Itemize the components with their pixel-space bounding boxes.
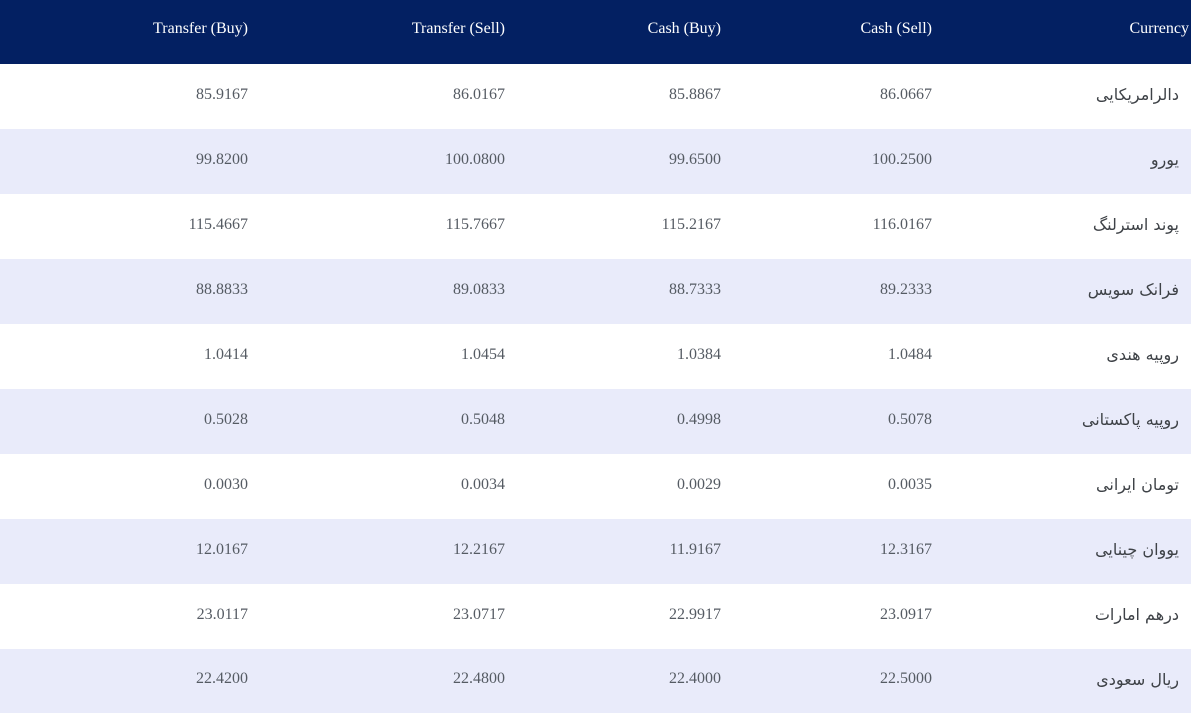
cell-cash-buy: 22.4000: [669, 670, 721, 688]
cell-transfer-buy: 23.0117: [196, 605, 248, 623]
cell-cash-buy: 0.4998: [677, 410, 721, 428]
table-row: [0, 649, 1191, 713]
cell-transfer-buy: 0.5028: [204, 410, 248, 428]
cell-cash-sell: 0.0035: [888, 475, 932, 493]
table-row: [0, 324, 1191, 389]
cell-cash-sell: 0.5078: [888, 410, 932, 428]
cell-cash-buy: 99.6500: [669, 150, 721, 168]
cell-transfer-sell: 23.0717: [453, 605, 505, 623]
table-row: [0, 519, 1191, 584]
cell-cash-buy: 85.8867: [669, 85, 721, 103]
cell-transfer-sell: 0.0034: [461, 475, 505, 493]
cell-transfer-sell: 115.7667: [445, 215, 505, 233]
header-transfer-buy: Transfer (Buy): [153, 20, 248, 37]
cell-cash-sell: 22.5000: [880, 670, 932, 688]
cell-cash-buy: 22.9917: [669, 605, 721, 623]
cell-currency: روپیه هندی: [1106, 345, 1179, 364]
table-row: [0, 584, 1191, 649]
cell-cash-sell: 89.2333: [880, 280, 932, 298]
cell-currency: یووان چینایی: [1095, 540, 1179, 559]
cell-cash-sell: 86.0667: [880, 85, 932, 103]
header-transfer-sell: Transfer (Sell): [411, 20, 505, 37]
cell-cash-buy: 88.7333: [669, 280, 721, 298]
cell-cash-sell: 100.2500: [872, 150, 932, 168]
cell-cash-sell: 116.0167: [872, 215, 932, 233]
cell-currency: پوند استرلنگ: [1092, 215, 1179, 234]
table-row: [0, 129, 1191, 194]
cell-transfer-sell: 89.0833: [453, 280, 505, 298]
cell-currency: درهم امارات: [1094, 605, 1179, 624]
cell-transfer-buy: 85.9167: [196, 85, 248, 103]
header-cash-sell: Cash (Sell): [860, 20, 932, 37]
header-row: [0, 0, 1191, 64]
cell-currency: تومان ایرانی: [1096, 475, 1179, 494]
header-cash-buy: Cash (Buy): [647, 20, 721, 37]
cell-transfer-sell: 86.0167: [453, 85, 505, 103]
cell-currency: یورو: [1150, 150, 1179, 169]
cell-transfer-buy: 22.4200: [196, 670, 248, 688]
cell-currency: روپیه پاکستانی: [1081, 410, 1179, 429]
cell-transfer-buy: 115.4667: [188, 215, 248, 233]
cell-transfer-sell: 12.2167: [453, 540, 505, 558]
cell-transfer-sell: 0.5048: [461, 410, 505, 428]
cell-cash-buy: 11.9167: [669, 540, 721, 558]
cell-transfer-buy: 12.0167: [196, 540, 248, 558]
cell-transfer-buy: 88.8833: [196, 280, 248, 298]
header-currency: Currency: [1129, 20, 1189, 37]
table-row: [0, 259, 1191, 324]
table-row: [0, 454, 1191, 519]
table-row: [0, 389, 1191, 454]
cell-transfer-buy: 1.0414: [204, 345, 248, 363]
cell-transfer-sell: 1.0454: [461, 345, 505, 363]
cell-transfer-sell: 100.0800: [445, 150, 505, 168]
cell-currency: ریال سعودی: [1096, 669, 1179, 689]
table-row: [0, 64, 1191, 129]
cell-transfer-buy: 0.0030: [204, 475, 248, 493]
cell-cash-buy: 115.2167: [661, 215, 721, 233]
cell-currency: دالرامریکایی: [1095, 85, 1179, 104]
table-row: [0, 194, 1191, 259]
cell-cash-sell: 1.0484: [888, 345, 932, 363]
table-header: [0, 0, 1191, 64]
cell-currency: فرانک سویس: [1087, 280, 1179, 299]
cell-cash-sell: 12.3167: [880, 540, 932, 558]
cell-cash-buy: 0.0029: [677, 475, 721, 493]
table-body: [0, 64, 1191, 713]
cell-cash-buy: 1.0384: [677, 345, 721, 363]
cell-transfer-buy: 99.8200: [196, 150, 248, 168]
cell-cash-sell: 23.0917: [880, 605, 932, 623]
cell-transfer-sell: 22.4800: [453, 670, 505, 688]
